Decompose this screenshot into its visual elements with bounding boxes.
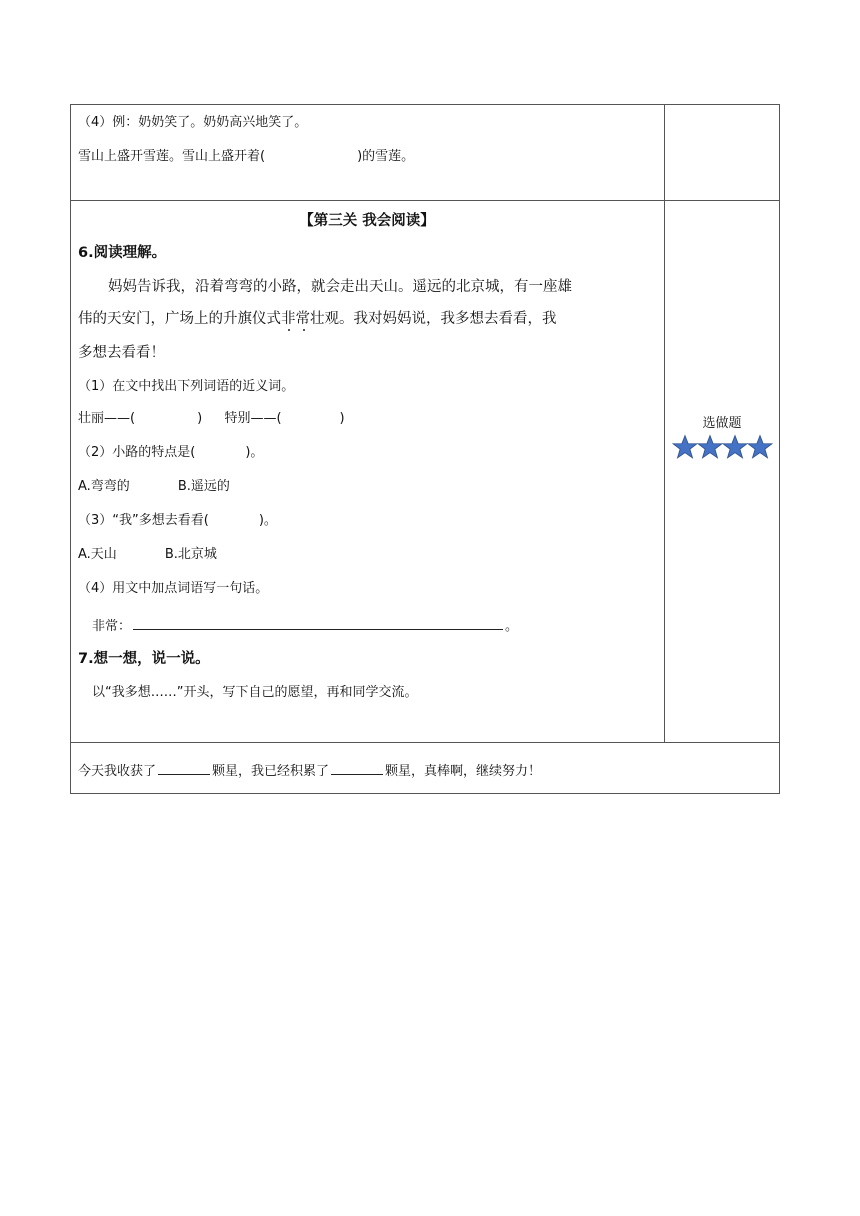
answer-line[interactable]: [133, 616, 503, 630]
section-title: 【第三关 我会阅读】: [299, 213, 435, 229]
example-sentence: （4）例：奶奶笑了。奶奶高兴地笑了。: [78, 115, 308, 130]
star-icon: [747, 434, 773, 460]
passage-line-2: 伟的天安门，广场上的升旗仪式非常壮观。我对妈妈说，我多想去看看，我: [78, 311, 557, 327]
passage-line-3: 多想去看看！: [78, 345, 165, 361]
question-4: （4）用文中加点词语写一句话。: [78, 581, 269, 596]
worksheet-table: [70, 104, 780, 794]
question-4-answer: 非常： 。: [92, 616, 518, 636]
question-2: （2）小路的特点是( )。: [78, 445, 264, 460]
question-7-title: 7.想一想，说一说。: [78, 651, 210, 667]
optional-label: 选做题: [702, 416, 742, 431]
fill-in-sentence: 雪山上盛开雪莲。雪山上盛开着( )的雪莲。: [78, 149, 415, 164]
passage-line-1: 妈妈告诉我，沿着弯弯的小路，就会走出天山。遥远的北京城，有一座雄: [108, 279, 572, 295]
star-icon: [672, 434, 698, 460]
question-3: （3）“我”多想去看看( )。: [78, 513, 277, 528]
question-1: （1）在文中找出下列词语的近义词。: [78, 379, 295, 394]
stars-today-blank[interactable]: [158, 761, 210, 775]
question-7-text: 以“我多想……”开头，写下自己的愿望，再和同学交流。: [92, 685, 418, 700]
question-6-title: 6.阅读理解。: [78, 245, 167, 261]
question-1-items: 壮丽——( ) 特别——( ): [78, 411, 345, 426]
dotted-word-1: 非: [281, 311, 296, 327]
footer-summary: 今天我收获了 颗星，我已经积累了 颗星，真棒啊，继续努力！: [78, 761, 541, 781]
star-rating: [670, 434, 774, 460]
row-divider-2: [70, 742, 780, 743]
row-divider-1: [70, 200, 780, 201]
question-3-options: A.天山 B.北京城: [78, 547, 217, 562]
question-2-options: A.弯弯的 B.遥远的: [78, 479, 230, 494]
star-icon: [697, 434, 723, 460]
stars-total-blank[interactable]: [331, 761, 383, 775]
dotted-word-2: 常: [295, 311, 310, 327]
star-icon: [722, 434, 748, 460]
